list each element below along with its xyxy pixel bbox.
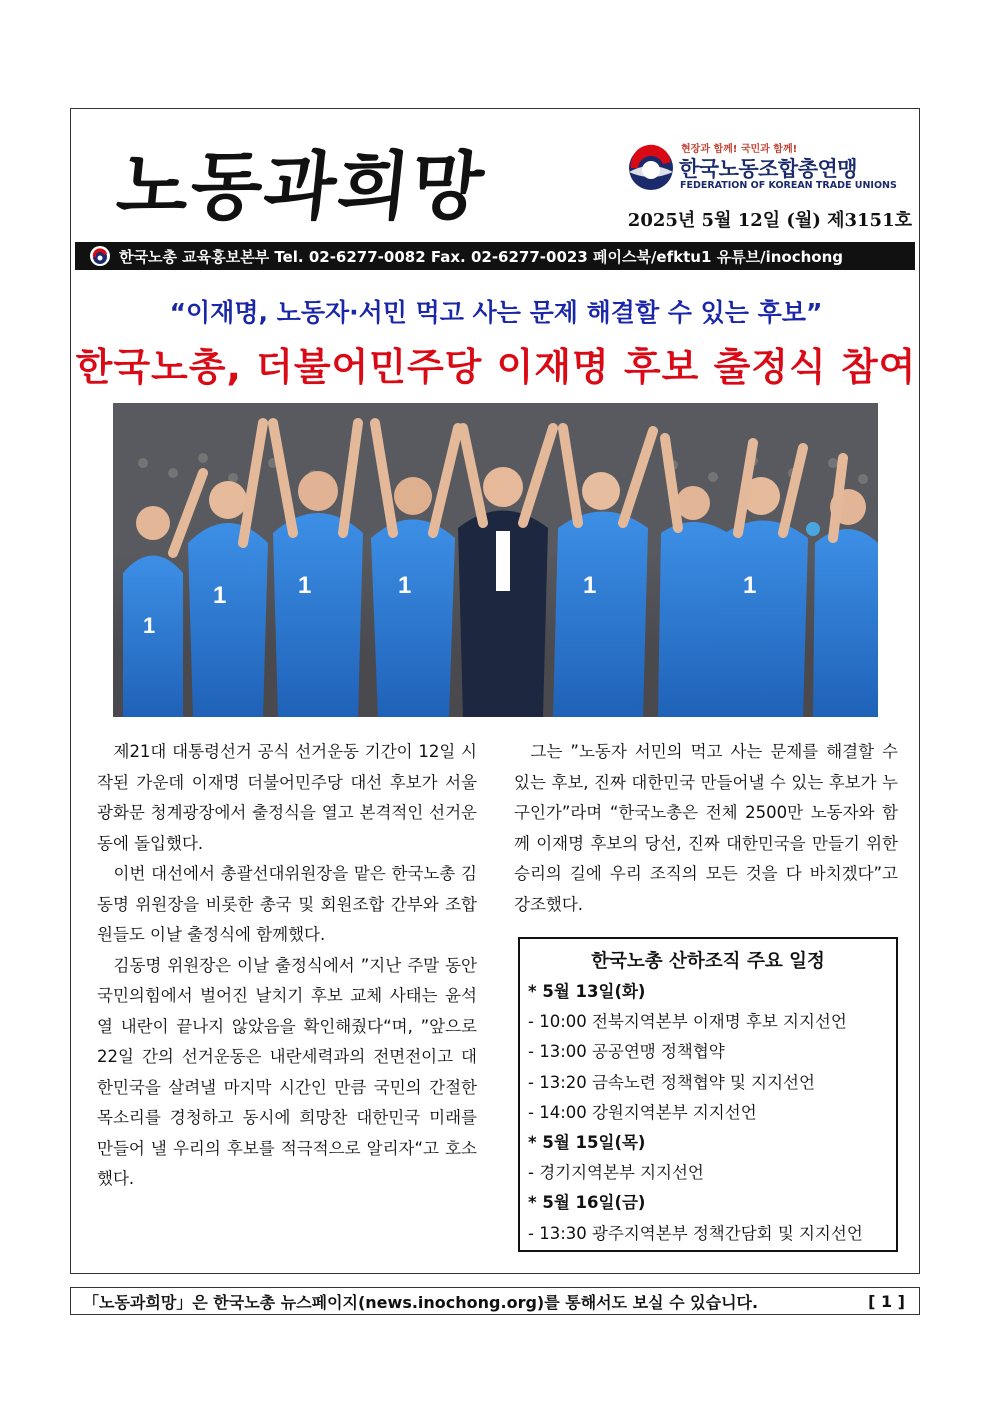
article-paragraph: 제21대 대통령선거 공식 선거운동 기간이 12일 시작된 가운데 이재명 더불어민주당 대선 후보가 서울 광화문 청계광장에서 출정식을 열고 본격적인 선거운동에 돌입했다. [97,742,477,853]
article-subtitle: “이재명, 노동자·서민 먹고 사는 문제 해결할 수 있는 후보” [169,298,823,327]
svg-text:1: 1 [213,582,227,609]
article-body-right [514,737,898,920]
fktu-mini-emblem-icon [89,245,111,267]
contact-info-bar [75,242,915,270]
schedule-item: - 13:00 공공연맹 정책협약 [528,1042,725,1062]
article-paragraph: 그는 ”노동자 서민의 먹고 사는 문제를 해결할 수 있는 후보, 진짜 대한민국 만들어낼 수 있는 후보가 누구인가”라며 “한국노총은 전체 2500만 노동자와 함께 이재명 후보의 당선, 진짜 대한민국을 만들기 위한 승리의 길에 우리 조직의 모든 것을 다 바치겠다”고 강조했다. [514,742,898,914]
issue-dateline: 2025년 5월 12일 (월) 제3151호 [627,210,912,231]
svg-text:1: 1 [398,572,412,599]
fktu-logo [623,138,908,198]
schedule-date: * 5월 13일(화) [528,982,646,1001]
schedule-title: 한국노총 산하조직 주요 일정 [591,951,825,972]
article-headline: 한국노총, 더불어민주당 이재명 후보 출정식 참여 [75,345,917,389]
fktu-emblem-icon [623,138,679,194]
logo-name: 한국노동조합총연맹 [679,157,858,181]
svg-text:1: 1 [583,572,597,599]
article-body-left [97,737,477,1195]
schedule-item: - 13:20 금속노련 정책협약 및 지지선언 [528,1072,815,1092]
svg-text:1: 1 [298,572,312,599]
masthead-title: 노동과희망 [112,144,490,230]
footer-text: 「노동과희망」은 한국노총 뉴스페이지(news.inochong.org)를 통해서도 보실 수 있습니다. [83,1292,759,1312]
logo-english-name: FEDERATION OF KOREAN TRADE UNIONS [680,180,897,191]
schedule-date: * 5월 16일(금) [528,1193,646,1213]
contact-info-text: 한국노총 교육홍보본부 Tel. 02-6277-0082 Fax. 02-6277-0023 페이스북/efktu1 유튜브/inochong [119,247,843,266]
schedule-box [518,937,898,1252]
schedule-item: - 10:00 전북지역본부 이재명 후보 지지선언 [528,1012,847,1032]
svg-text:1: 1 [143,613,156,638]
logo-tagline: 현장과 함께! 국민과 함께! [681,144,798,155]
rally-photo-image [113,403,878,717]
article-paragraph: 이번 대선에서 총괄선대위원장을 맡은 한국노총 김동명 위원장을 비롯한 총국 및 회원조합 간부와 조합원들도 이날 출정식에 함께했다. [97,864,477,944]
article-paragraph: 김동명 위원장은 이날 출정식에서 ”지난 주말 동안 국민의힘에서 벌어진 날치기 후보 교체 사태는 윤석열 내란이 끝나지 않았음을 확인해줬다“며, ”앞으로 22일 간의 선거운동은 내란세력과의 전면전이고 대한민국을 살려낼 마지막 시간인 만큼 국민의 간절한 목소리를 경청하고 동시에 희망찬 대한민국 미래를 만들어 낼 우리의 후보를 적극적으로 알리자“고 호소했다. [97,955,477,1188]
rally-photo [113,403,878,717]
schedule-item: - 13:30 광주지역본부 정책간담회 및 지지선언 [528,1223,863,1243]
page-number: [ 1 ] [868,1291,905,1311]
footer-bar [70,1287,920,1315]
schedule-date: * 5월 15일(목) [528,1133,646,1153]
schedule-item: - 14:00 강원지역본부 지지선언 [528,1102,757,1122]
svg-text:1: 1 [743,572,757,599]
schedule-item: - 경기지역본부 지지선언 [528,1163,704,1183]
